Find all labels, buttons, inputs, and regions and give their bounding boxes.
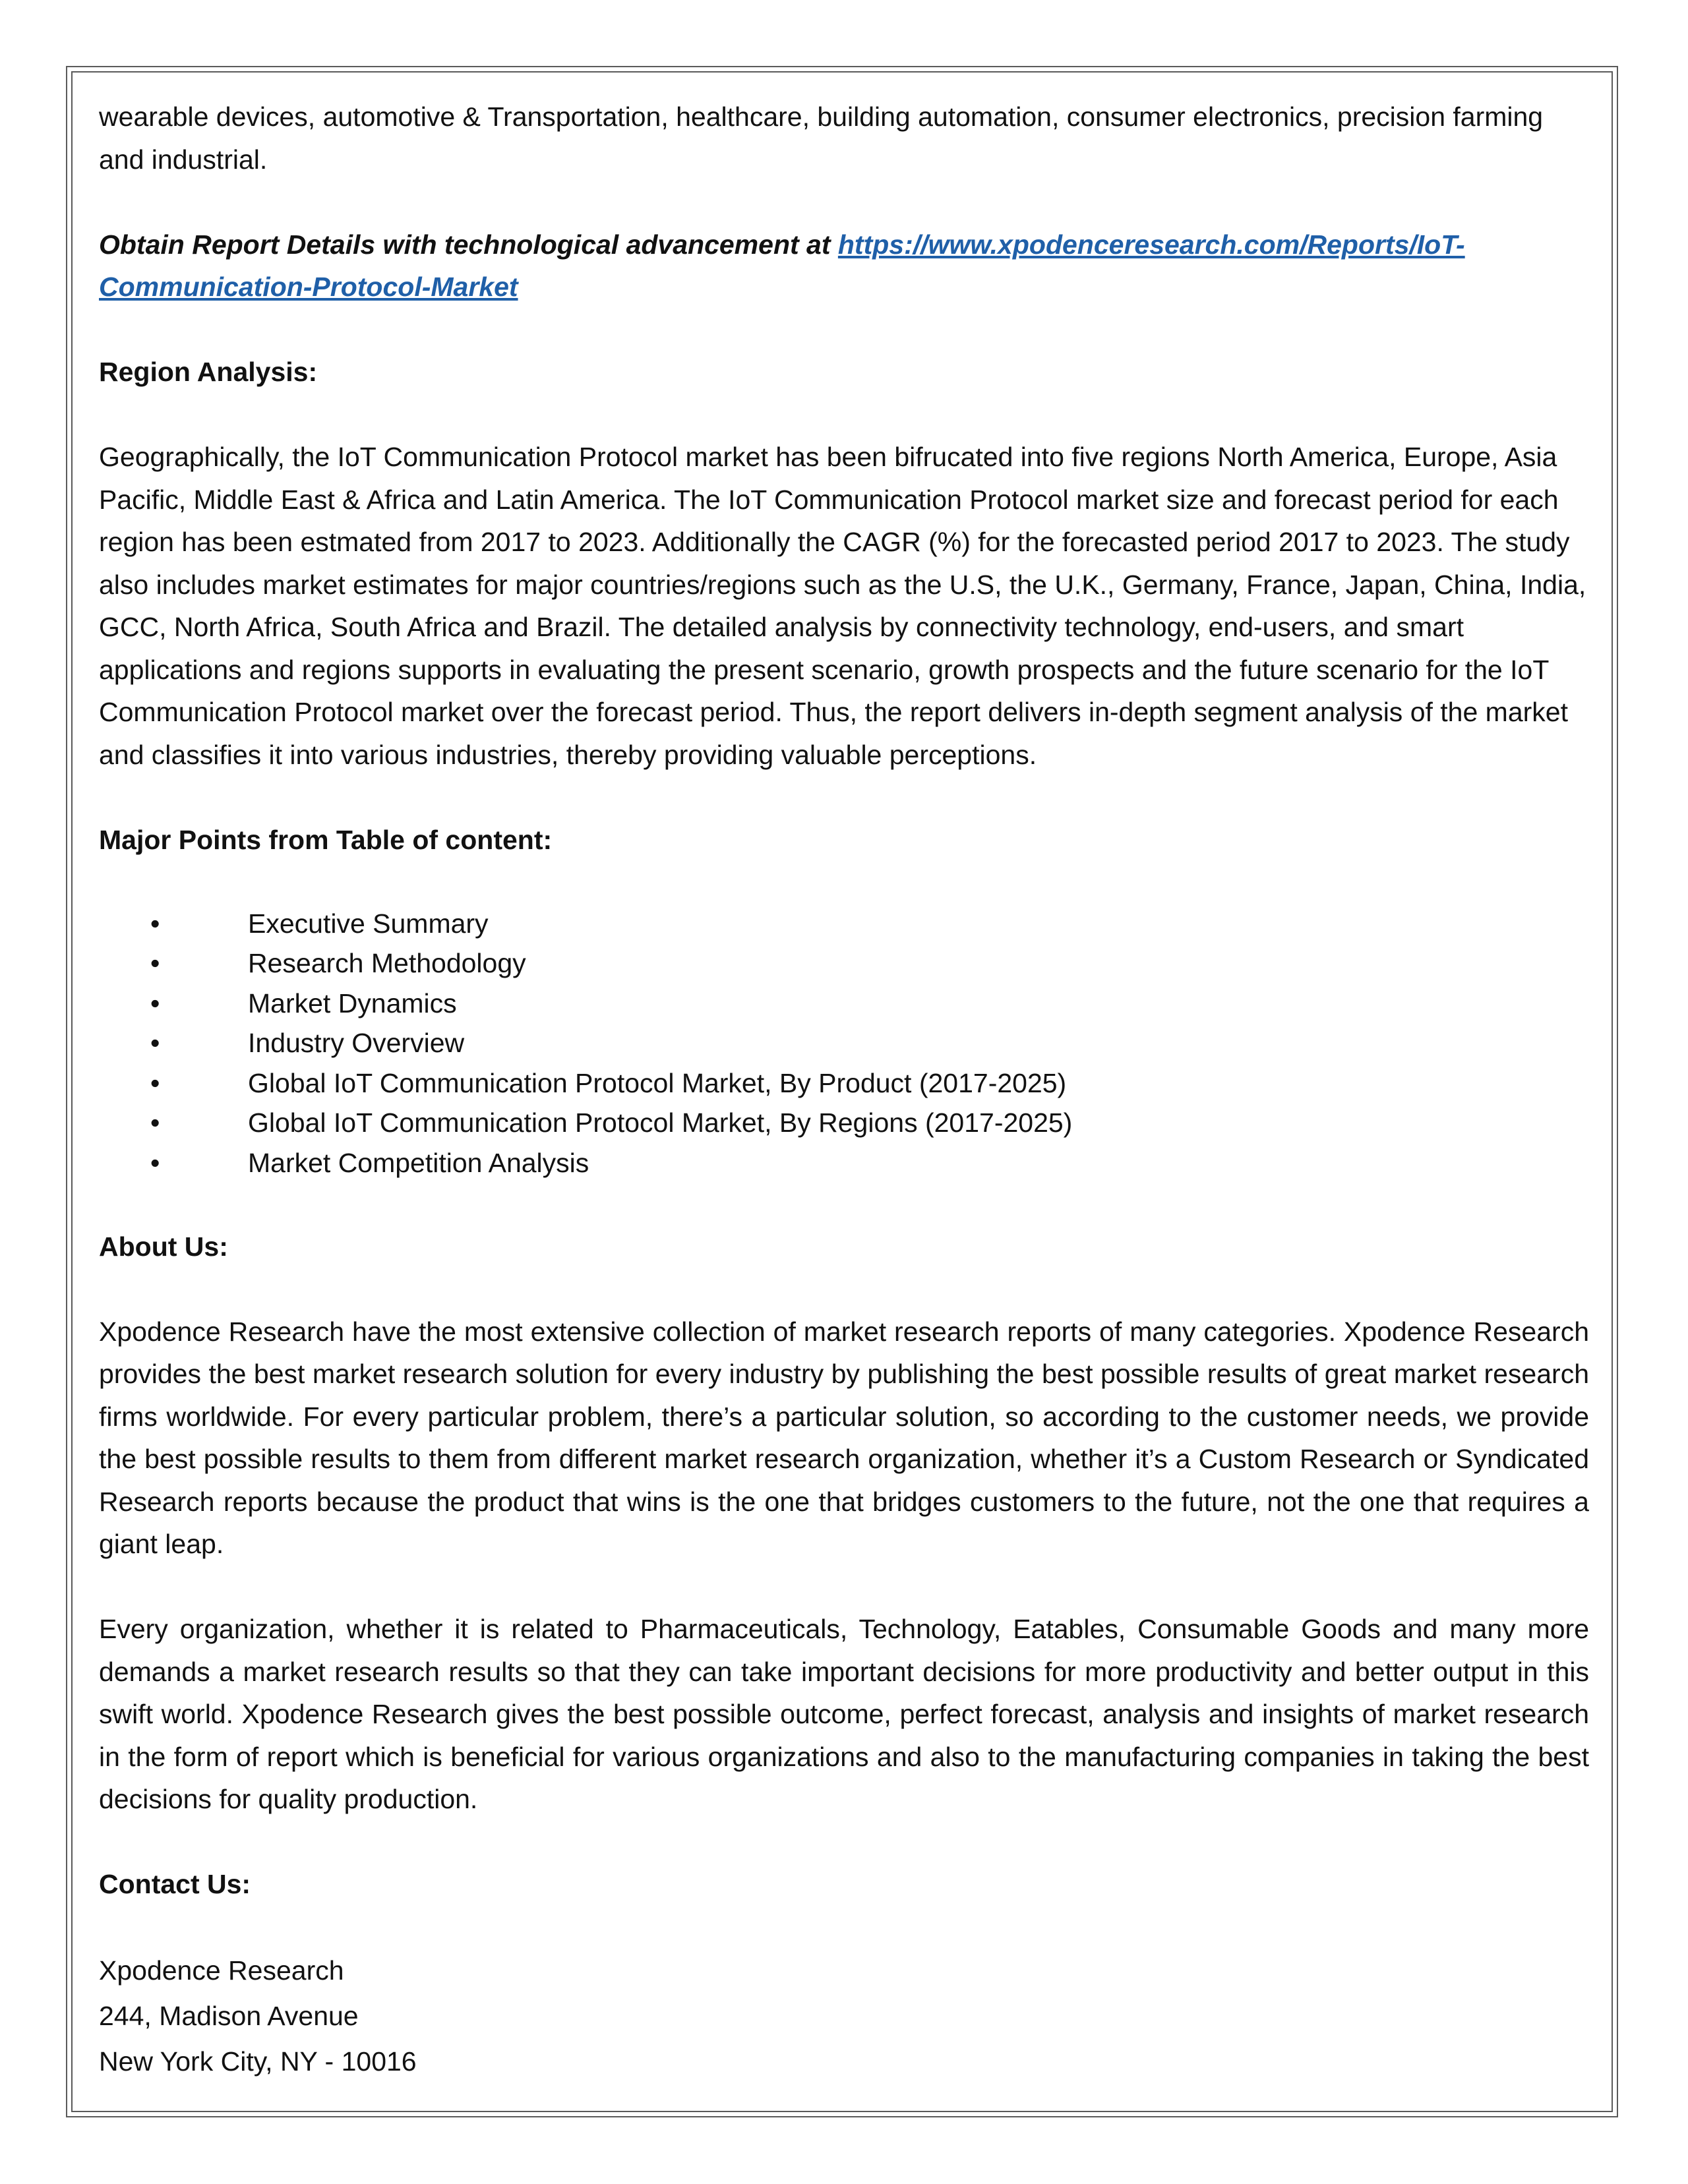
- contact-company: Xpodence Research: [99, 1955, 344, 1986]
- report-details-paragraph: [99, 223, 1589, 309]
- list-item: • Global IoT Communication Protocol Market, By Product (2017-2025): [99, 1063, 1589, 1104]
- list-item: • Global IoT Communication Protocol Market, By Regions (2017-2025): [99, 1103, 1589, 1143]
- intro-paragraph: wearable devices, automotive & Transportation, healthcare, building automation, consumer electronics, precision farming and industrial.: [99, 102, 1544, 175]
- region-heading: Region Analysis:: [99, 357, 318, 387]
- bullet-icon: •: [150, 1028, 160, 1058]
- list-item: • Market Competition Analysis: [99, 1143, 1589, 1183]
- report-link[interactable]: https://www.xpodenceresearch.com/Reports/IoT-Communication-Protocol-Market: [99, 229, 1465, 302]
- list-item: • Executive Summary: [99, 904, 1589, 944]
- contact-heading: Contact Us:: [99, 1869, 251, 1899]
- bullet-icon: •: [150, 908, 160, 939]
- bullet-icon: •: [150, 1107, 160, 1138]
- list-item: • Research Methodology: [99, 943, 1589, 984]
- bullet-icon: •: [150, 1067, 160, 1098]
- about-paragraph-2: Every organization, whether it is related to Pharmaceuticals, Technology, Eatables, Consumable Goods and many more demands a market research results so that they can take important decisions for more productivity and better output in this swift world. Xpodence Research gives the best possible outcome, perfect forecast, analysis and insights of market research in the form of report which is beneficial for various organizations and also to the manufacturing companies in taking the best decisions for quality production.: [99, 1614, 1589, 1814]
- contact-city: New York City, NY - 10016: [99, 2046, 417, 2077]
- bullet-icon: •: [150, 948, 160, 978]
- list-item: • Industry Overview: [99, 1023, 1589, 1063]
- about-heading: About Us:: [99, 1231, 228, 1262]
- contact-street: 244, Madison Avenue: [99, 2001, 359, 2031]
- toc-heading: Major Points from Table of content:: [99, 824, 553, 855]
- document-body: [99, 96, 1589, 2084]
- toc-list: [99, 904, 1589, 1183]
- report-details-lead: Obtain Report Details with technological advancement at: [99, 229, 838, 260]
- bullet-icon: •: [150, 988, 160, 1018]
- list-item: • Market Dynamics: [99, 984, 1589, 1024]
- bullet-icon: •: [150, 1147, 160, 1178]
- about-paragraph-1: Xpodence Research have the most extensive collection of market research reports of many categories. Xpodence Research provides the best market research solution for every industry by publishing the best possible results of great market research firms worldwide. For every particular problem, there’s a particular solution, so according to the customer needs, we provide the best possible results to them from different market research organization, whether it’s a Custom Research or Syndicated Research reports because the product that wins is the one that bridges customers to the future, not the one that requires a giant leap.: [99, 1316, 1589, 1559]
- region-paragraph: Geographically, the IoT Communication Protocol market has been bifrucated into five regions North America, Europe, Asia Pacific, Middle East & Africa and Latin America. The IoT Communication Protocol market size and forecast period for each region has been estmated from 2017 to 2023. Additionally the CAGR (%) for the forecasted period 2017 to 2023. The study also includes market estimates for major countries/regions such as the U.S, the U.K., Germany, France, Japan, China, India, GCC, North Africa, South Africa and Brazil. The detailed analysis by connectivity technology, end-users, and smart applications and regions supports in evaluating the present scenario, growth prospects and the future scenario for the IoT Communication Protocol market over the forecast period. Thus, the report delivers in-depth segment analysis of the market and classifies it into various industries, thereby providing valuable perceptions.: [99, 442, 1586, 770]
- contact-address: [99, 1948, 1589, 2084]
